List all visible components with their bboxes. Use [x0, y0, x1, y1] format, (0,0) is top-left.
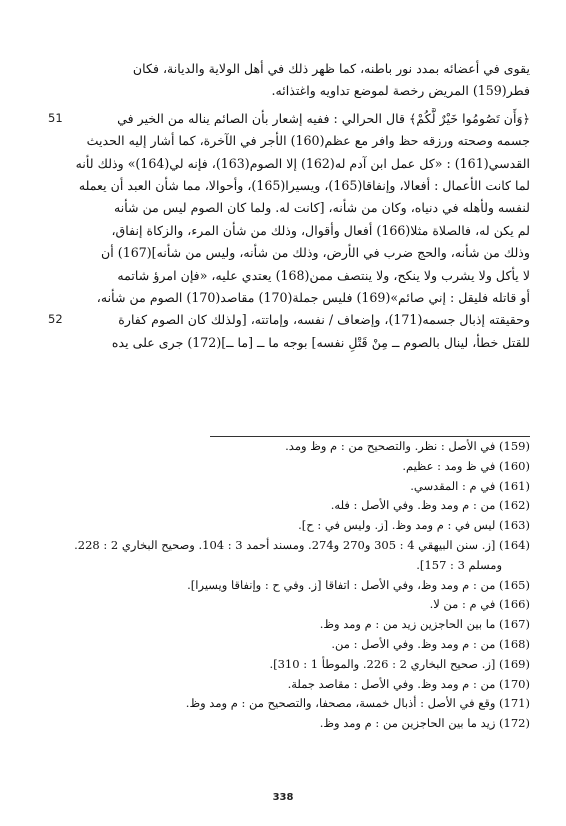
footnote: (162) من : م ومد وظ. وفي الأصل : فله. — [330, 498, 530, 513]
footnote-continuation: ومسلم 3 : 157]. — [416, 557, 502, 572]
text-line: فطر(159) المريض رخصة لموضع تداويه واغتذائه. — [271, 83, 530, 99]
footnote: (172) زيد ما بين الحاجزين من : م ومد وظ. — [319, 716, 530, 731]
text-line: وحقيقته إذبال جسمه(171)، وإضعاف / نفسه، وإماتته، [ولذلك كان الصوم كفارة — [118, 312, 530, 328]
margin-number: 51 — [48, 110, 63, 125]
footnote: (171) وقع في الأصل : أذبال خمسة، مصحفا، والتصحيح من : م ومد وظ. — [185, 696, 530, 711]
text-line: للقتل خطأ، لينال بالصوم ــ مِنْ قَتْلِ نفسه] بوجه ما ــ [ما ــ](172) جرى على يده — [111, 334, 530, 350]
footnote: (165) من : م ومد وظ، وفي الأصل : اتفاقا [ز. وفي ح : وإنفاقا ويسيرا]. — [187, 577, 530, 592]
page-number: 338 — [272, 792, 294, 803]
footnote: (170) من : م ومد وظ. وفي الأصل : مقاصد جملة. — [287, 676, 530, 691]
footnote: (164) [ز. سنن البيهقي 4 : 305 و270 و274. ومسند أحمد 3 : 104. وصحيح البخاري 2 : 228. — [74, 537, 530, 552]
footnote: (168) من : م ومد وظ. وفي الأصل : من. — [331, 636, 530, 651]
text-line: وذلك من شأنه، والحج ضرب في الأرض، وذلك من شأنه، وليس من شأنه](167) أن — [101, 245, 530, 261]
margin-number: 52 — [48, 312, 63, 327]
footnote: (163) ليس في : م ومد وظ. [ز. وليس في : ح]. — [298, 518, 530, 533]
text-line: أو قاتله فليقل : إني صائم»(169) فليس جملة(170) مقاصد(170) الصوم من شأنه، — [96, 289, 530, 305]
text-line: يقوى في أعضائه بمدد نور باطنه، كما ظهر ذلك في أهل الولاية والديانة، فكان — [132, 61, 530, 76]
main-text — [48, 58, 530, 354]
footnote: (169) [ز. صحيح البخاري 2 : 226. والموطأ 1 : 310]. — [269, 656, 530, 671]
footnote: (160) في ظ ومد : عظيم. — [402, 458, 530, 473]
text-line: ﴿وَأَن تَصُومُوا خَيْرٌ لَّكُمْ﴾ قال الحرالي : ففيه إشعار بأن الصائم يناله من الخير في — [117, 110, 530, 126]
footnotes — [48, 437, 530, 734]
text-line: القدسي(161) : «كل عمل ابن آدم له(162) إلا الصوم(163)، فإنه لي(164)» وذلك لأنه — [75, 155, 530, 171]
footnote: (159) في الأصل : نظر. والتصحيح من : م وظ ومد. — [285, 439, 530, 453]
text-line: لا يأكل ولا يشرب ولا ينكح، ولا ينتصف ممن(168) يعتدي عليه، «فإن امرؤ شاتمه — [117, 267, 530, 283]
footnote: (167) ما بين الحاجزين زيد من : م ومد وظ. — [319, 617, 530, 632]
footnote: (166) في م : من لا. — [429, 597, 530, 612]
text-line: لنفسه ولأهله في دنياه، وكان من شأنه، [كانت له. ولما كان الصوم ليس من شأنه — [113, 200, 530, 216]
text-line: لم يكن له، فالصلاة مثلا(166) أفعال وأقوال، وذلك من شأن المرء، والزكاة إنفاق، — [111, 222, 530, 238]
text-line: لما كانت الأعمال : أفعالا، وإنفاقا(165)، ويسيرا(165)، وأحوالا، مما شأن العبد أن يعمله — [78, 177, 530, 193]
text-line: جسمه وصحته ورزقه حظ وافر مع عظم(160) الأجر في الآخرة، كما أشار إليه الحديث — [86, 133, 530, 149]
footnote: (161) في م : المقدسي. — [410, 478, 530, 493]
